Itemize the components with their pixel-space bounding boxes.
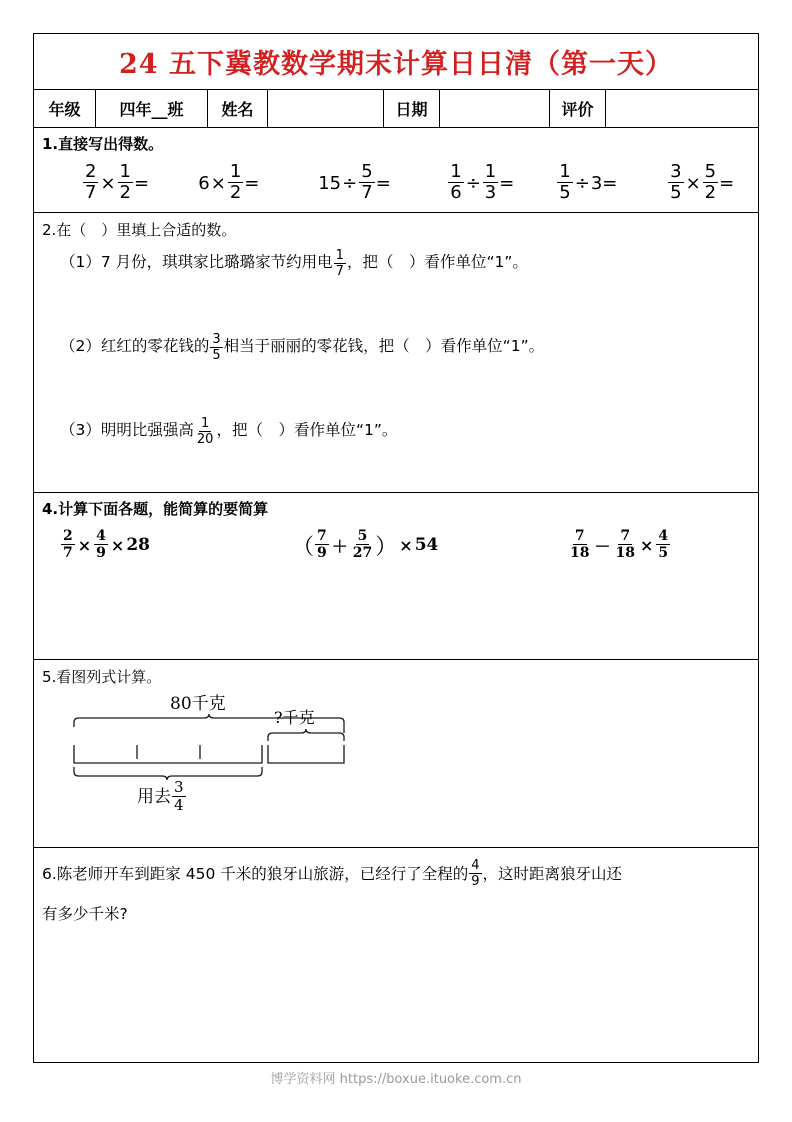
page-title: 24 五下冀教数学期末计算日日清（第一天） bbox=[119, 49, 673, 80]
item-text-after: ，把（ ）看作单位“1”。 bbox=[346, 253, 528, 271]
date-label: 日期 bbox=[384, 90, 440, 127]
fraction: $\frac{7}{9}$ bbox=[317, 527, 327, 561]
item-text-before: 红红的零花钱的 bbox=[100, 337, 210, 355]
operator: × bbox=[685, 172, 701, 194]
site-url: https://boxue.ituoke.com.cn bbox=[339, 1072, 522, 1087]
item-text-before: 明明比强强高 bbox=[100, 421, 194, 439]
answer-space[interactable] bbox=[34, 934, 758, 1062]
name-label: 姓名 bbox=[208, 90, 268, 127]
question-1-section bbox=[34, 128, 758, 213]
operator: × bbox=[100, 172, 116, 194]
fraction: $\frac{1}{6}$ bbox=[450, 160, 462, 203]
q1-expression-6[interactable] bbox=[667, 160, 758, 203]
question-2-item-2[interactable] bbox=[34, 324, 758, 408]
operator: ＋ bbox=[331, 536, 348, 556]
question-4-heading: 4.计算下面各题，能简算的要简算 bbox=[42, 500, 269, 518]
fraction: $\frac{4}{5}$ bbox=[658, 527, 669, 561]
fraction: $\frac{7}{18}$ bbox=[570, 527, 590, 561]
unknown-weight-label: ?千克 bbox=[274, 708, 315, 727]
equals-sign: = bbox=[719, 172, 735, 194]
equals-sign: = bbox=[134, 172, 150, 194]
operator: × bbox=[399, 535, 413, 555]
used-text: 用去 bbox=[137, 787, 171, 807]
item-text-after: 相当于丽丽的零花钱，把（ ）看作单位“1”。 bbox=[223, 337, 545, 355]
fraction: $\frac{1}{5}$ bbox=[559, 160, 571, 203]
q4-expression-2[interactable] bbox=[292, 527, 567, 561]
q1-expression-4[interactable] bbox=[447, 160, 556, 203]
equals-sign: = bbox=[499, 172, 515, 194]
operator: ÷ bbox=[574, 172, 590, 194]
operator: ÷ bbox=[342, 172, 358, 194]
equals-sign: = bbox=[602, 172, 618, 194]
item-marker: （2） bbox=[60, 337, 101, 355]
operator: × bbox=[110, 535, 125, 555]
used-brace bbox=[74, 767, 262, 780]
question-4-expressions bbox=[34, 519, 758, 571]
question-4-section bbox=[34, 493, 758, 660]
equals-sign: = bbox=[375, 172, 391, 194]
question-5-body bbox=[34, 687, 758, 847]
fraction: $\frac{4}{9}$ bbox=[96, 527, 106, 561]
equals-sign: = bbox=[244, 172, 260, 194]
fraction: $\frac{3}{4}$ bbox=[174, 778, 184, 814]
question-2-item-1[interactable] bbox=[34, 240, 758, 324]
question-2-section bbox=[34, 213, 758, 493]
fraction: $\frac{5}{7}$ bbox=[361, 160, 373, 203]
remaining-segment-outline bbox=[268, 745, 344, 763]
question-2-heading: 2.在（ ）里填上合适的数。 bbox=[42, 221, 237, 239]
used-segment-outline bbox=[74, 745, 262, 763]
whole-number: 15 bbox=[318, 172, 342, 194]
q1-expression-1[interactable] bbox=[82, 160, 198, 203]
site-name: 博学资料网 bbox=[270, 1072, 336, 1087]
whole-number: 28 bbox=[126, 535, 150, 555]
operator: ÷ bbox=[465, 172, 481, 194]
right-paren: ） bbox=[375, 534, 398, 560]
left-paren: （ bbox=[292, 534, 315, 560]
fraction: $\frac{1}{7}$ bbox=[335, 248, 344, 279]
fraction: $\frac{1}{2}$ bbox=[119, 160, 131, 203]
question-5-section bbox=[34, 660, 758, 848]
whole-number: 6 bbox=[198, 172, 210, 194]
fraction: $\frac{1}{20}$ bbox=[196, 416, 214, 447]
question-6-text bbox=[34, 848, 758, 934]
q6-line1-before: 6.陈老师开车到距家 450 千米的狼牙山旅游，已经行了全程的 bbox=[42, 865, 469, 883]
bar-diagram-svg bbox=[52, 689, 452, 809]
fraction: $\frac{3}{5}$ bbox=[212, 332, 221, 363]
item-marker: （1） bbox=[60, 253, 101, 271]
fraction: $\frac{2}{7}$ bbox=[85, 160, 97, 203]
operator: × bbox=[77, 535, 92, 555]
fraction: $\frac{4}{9}$ bbox=[471, 858, 480, 889]
worksheet-title-cell bbox=[34, 34, 758, 90]
item-marker: （3） bbox=[60, 421, 101, 439]
q4-expression-3[interactable] bbox=[567, 527, 747, 561]
grade-label: 年级 bbox=[34, 90, 96, 127]
remaining-brace bbox=[268, 729, 344, 741]
q6-line2: 有多少千米? bbox=[42, 905, 128, 923]
item-text-before: 7 月份，琪琪家比璐璐家节约用电 bbox=[100, 253, 333, 271]
q4-expression-1[interactable] bbox=[60, 527, 292, 561]
whole-number: 3 bbox=[590, 172, 603, 194]
fraction: $\frac{2}{7}$ bbox=[63, 527, 73, 561]
q1-expression-2[interactable] bbox=[198, 160, 318, 203]
total-weight-label: 80千克 bbox=[170, 694, 226, 714]
whole-number: 54 bbox=[414, 535, 439, 555]
worksheet-table bbox=[33, 33, 759, 1063]
fraction: $\frac{5}{2}$ bbox=[704, 160, 717, 203]
question-1-heading: 1.直接写出得数。 bbox=[42, 135, 164, 153]
bar-diagram bbox=[52, 689, 452, 845]
operator: － bbox=[594, 536, 611, 556]
used-fraction-label bbox=[137, 778, 187, 814]
q1-expression-5[interactable] bbox=[556, 160, 667, 203]
evaluation-label: 评价 bbox=[550, 90, 606, 127]
fraction: $\frac{1}{3}$ bbox=[484, 160, 497, 203]
class-value[interactable]: 四年__班 bbox=[96, 90, 208, 127]
operator: × bbox=[210, 172, 226, 194]
fraction: $\frac{3}{5}$ bbox=[670, 160, 682, 203]
evaluation-input-cell[interactable] bbox=[606, 90, 758, 127]
date-input-cell[interactable] bbox=[440, 90, 550, 127]
fraction: $\frac{1}{2}$ bbox=[229, 160, 242, 203]
q6-line1-after: ，这时距离狼牙山还 bbox=[482, 865, 623, 883]
question-2-item-3[interactable] bbox=[34, 408, 758, 492]
student-info-row bbox=[34, 90, 758, 128]
fraction: $\frac{5}{27}$ bbox=[352, 527, 373, 561]
question-5-heading: 5.看图列式计算。 bbox=[42, 668, 162, 686]
question-6-section bbox=[34, 848, 758, 1062]
item-text-after: ，把（ ）看作单位“1”。 bbox=[216, 421, 398, 439]
q1-expression-3[interactable] bbox=[318, 160, 447, 203]
footer-watermark bbox=[0, 1068, 792, 1087]
question-1-expressions bbox=[34, 154, 758, 212]
fraction: $\frac{7}{18}$ bbox=[615, 527, 635, 561]
name-input-cell[interactable] bbox=[268, 90, 384, 127]
operator: × bbox=[639, 535, 654, 555]
